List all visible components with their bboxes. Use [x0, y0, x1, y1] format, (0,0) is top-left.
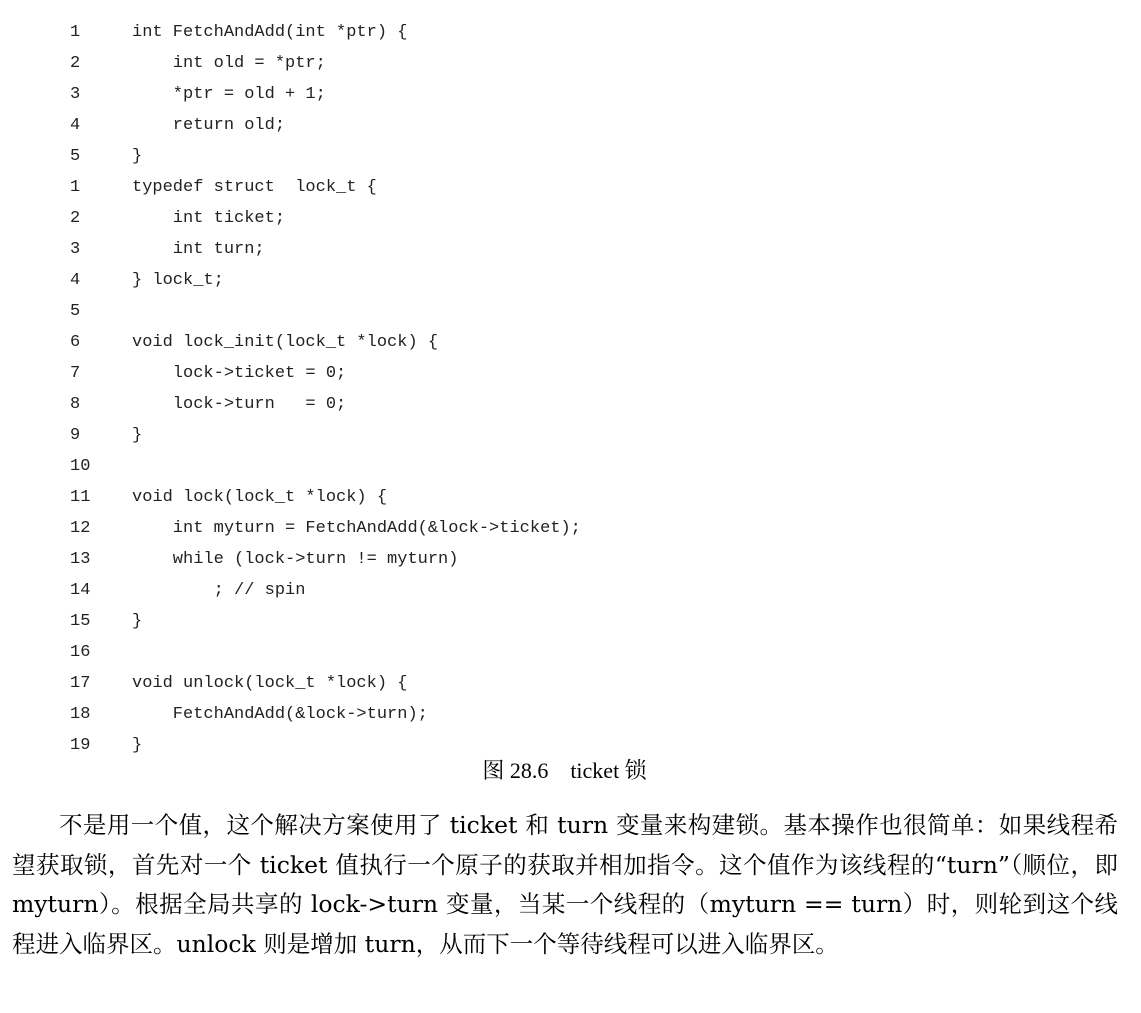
line-number: 16 [70, 643, 91, 662]
line-number: 15 [70, 612, 91, 631]
line-code: } [132, 426, 143, 445]
line-code: int old = *ptr; [132, 54, 326, 73]
line-number: 1 [70, 23, 81, 42]
code-line [0, 79, 1141, 110]
code-line [0, 141, 1141, 172]
line-code: int FetchAndAdd(int *ptr) { [132, 23, 408, 42]
line-number: 8 [70, 395, 81, 414]
code-line [0, 482, 1141, 513]
code-line [0, 513, 1141, 544]
line-code: } lock_t; [132, 271, 224, 290]
line-code: void lock(lock_t *lock) { [132, 488, 388, 507]
line-number: 7 [70, 364, 81, 383]
line-number: 4 [70, 116, 81, 135]
line-number: 10 [70, 457, 91, 476]
line-number: 2 [70, 209, 81, 228]
code-line [0, 172, 1141, 203]
line-code: } [132, 736, 143, 755]
line-code: ; // spin [132, 581, 306, 600]
line-code: typedef struct lock_t { [132, 178, 377, 197]
line-code: return old; [132, 116, 286, 135]
line-number: 19 [70, 736, 91, 755]
code-line [0, 17, 1141, 48]
line-number: 6 [70, 333, 81, 352]
code-line [0, 699, 1141, 730]
code-line [0, 544, 1141, 575]
line-number: 9 [70, 426, 81, 445]
code-listing [0, 17, 1141, 761]
line-number: 13 [70, 550, 91, 569]
code-line [0, 575, 1141, 606]
line-number: 5 [70, 302, 81, 321]
line-code: } [132, 147, 143, 166]
line-number: 11 [70, 488, 91, 507]
code-line [0, 327, 1141, 358]
line-code: *ptr = old + 1; [132, 85, 326, 104]
code-line [0, 389, 1141, 420]
line-number: 12 [70, 519, 91, 538]
line-code: void lock_init(lock_t *lock) { [132, 333, 439, 352]
code-line [0, 203, 1141, 234]
code-line [0, 606, 1141, 637]
figure-caption: 图 28.6 ticket 锁 [482, 758, 647, 783]
line-number: 3 [70, 240, 81, 259]
line-number: 18 [70, 705, 91, 724]
line-number: 17 [70, 674, 91, 693]
code-line [0, 296, 1141, 327]
line-code: lock->turn = 0; [132, 395, 347, 414]
code-line [0, 420, 1141, 451]
code-line [0, 668, 1141, 699]
line-code: int ticket; [132, 209, 286, 228]
line-number: 2 [70, 54, 81, 73]
body-paragraph: 不是用一个值，这个解决方案使用了 ticket 和 turn 变量来构建锁。基本操作也很简单：如果线程希望获取锁，首先对一个 ticket 值执行一个原子的获取并相加指令。这个值作为该线程的“turn”（顺位，即 myturn）。根据全局共享的 lock->turn 变量，当某一个线程的（myturn == turn）时，则轮到这个线程进入临界区。unlock 则是增加 turn，从而下一个等待线程可以进入临界区。 [12, 811, 1118, 958]
line-code: int myturn = FetchAndAdd(&lock->ticket); [132, 519, 581, 538]
line-code: int turn; [132, 240, 265, 259]
line-code: } [132, 612, 143, 631]
code-line [0, 637, 1141, 668]
code-line [0, 234, 1141, 265]
figure-caption-block [0, 756, 1141, 786]
code-line [0, 110, 1141, 141]
line-code: lock->ticket = 0; [132, 364, 347, 383]
code-line [0, 265, 1141, 296]
code-line [0, 451, 1141, 482]
line-number: 4 [70, 271, 81, 290]
line-code: FetchAndAdd(&lock->turn); [132, 705, 428, 724]
line-number: 14 [70, 581, 91, 600]
code-line [0, 358, 1141, 389]
line-number: 5 [70, 147, 81, 166]
line-number: 3 [70, 85, 81, 104]
line-number: 1 [70, 178, 81, 197]
line-code: void unlock(lock_t *lock) { [132, 674, 408, 693]
line-code: while (lock->turn != myturn) [132, 550, 459, 569]
code-line [0, 48, 1141, 79]
